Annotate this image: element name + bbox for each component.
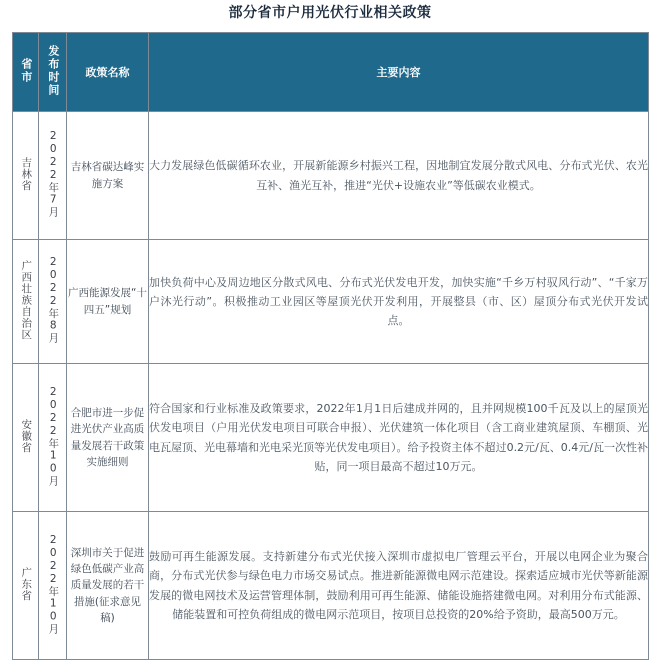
cell-date-value: 2022年10月 [47, 385, 60, 487]
table-row [13, 240, 649, 364]
cell-date-value: 2022年7月 [47, 130, 60, 218]
column-header-policy-name [67, 33, 149, 112]
column-header-main-content-label: 主要内容 [376, 66, 421, 79]
column-header-province-label: 省市 [19, 57, 33, 84]
cell-date [39, 512, 67, 660]
cell-date [39, 112, 67, 240]
cell-policy-name-value: 合肥市进一步促进光伏产业高质量发展若干政策实施细则 [70, 406, 145, 468]
cell-province-value: 广西壮族自治区 [20, 259, 33, 341]
column-header-policy-name-label: 政策名称 [85, 66, 130, 79]
page-title: 部分省市户用光伏行业相关政策 [228, 5, 432, 21]
cell-province [13, 240, 39, 364]
cell-main-content-value: 鼓励可再生能源发展。支持新建分布式光伏接入深圳市虚拟电厂管理云平台，开展以电网企业为聚合商，分布式光伏参与绿色电力市场交易试点。推进新能源微电网示范建设。探索适应城市光伏等新能源发展的微电网技术及运营管理体制，鼓励利用可再生能源、储能设施搭建微电网。对利用分布式能源、储能装置和可控负荷组成的微电网示范项目，按项目总投资的20%给予资助，最高500万元。 [149, 550, 648, 621]
table-row [13, 364, 649, 512]
policy-table [12, 32, 649, 660]
table-header [13, 33, 649, 112]
cell-policy-name [67, 240, 149, 364]
column-header-date-label: 发布时间 [46, 44, 60, 97]
cell-date [39, 240, 67, 364]
cell-main-content-value: 加快负荷中心及周边地区分散式风电、分布式光伏发电开发，加快实施“千乡万村驭风行动”、“千家万户沐光行动”。积极推动工业园区等屋顶光伏开发利用，开展整县（市、区）屋顶分布式光伏开发试点。 [149, 275, 648, 328]
table-row [13, 112, 649, 240]
cell-province [13, 364, 39, 512]
table-body [13, 112, 649, 660]
cell-main-content-value: 大力发展绿色低碳循环农业，开展新能源乡村振兴工程，因地制宜发展分散式风电、分布式光伏、农光互补、渔光互补，推进“光伏+设施农业”等低碳农业模式。 [149, 159, 648, 192]
cell-policy-name [67, 112, 149, 240]
cell-date-value: 2022年10月 [47, 533, 60, 635]
cell-policy-name-value: 深圳市关于促进绿色低碳产业高质量发展的若干措施(征求意见稿) [70, 546, 145, 624]
cell-date [39, 364, 67, 512]
cell-main-content-value: 符合国家和行业标准及政策要求，2022年1月1日后建成并网的，且并网规模100千瓦及以上的屋顶光伏发电项目（户用光伏发电项目可联合申报）、光伏建筑一体化项目（含工商业建筑屋顶、车棚顶、光电瓦屋顶、光电幕墙和光电采光顶等光伏发电项目）。给予投资主体不超过0.2元/瓦、0.4元/瓦一次性补贴，同一项目最高不超过10万元。 [149, 402, 648, 473]
cell-main-content [149, 240, 649, 364]
cell-province-value: 吉林省 [20, 156, 33, 192]
cell-date-value: 2022年8月 [47, 256, 60, 344]
cell-main-content [149, 112, 649, 240]
cell-policy-name-value: 吉林省碳达峰实施方案 [70, 161, 145, 190]
cell-province [13, 512, 39, 660]
cell-province-value: 安徽省 [20, 418, 33, 454]
cell-province-value: 广东省 [20, 566, 33, 602]
column-header-main-content [149, 33, 649, 112]
cell-policy-name [67, 364, 149, 512]
cell-province [13, 112, 39, 240]
column-header-province [13, 33, 39, 112]
cell-policy-name-value: 广西能源发展“十四五”规划 [68, 287, 147, 316]
cell-policy-name [67, 512, 149, 660]
table-row [13, 512, 649, 660]
table-header-row [13, 33, 649, 112]
cell-main-content [149, 512, 649, 660]
cell-main-content [149, 364, 649, 512]
column-header-date [39, 33, 67, 112]
